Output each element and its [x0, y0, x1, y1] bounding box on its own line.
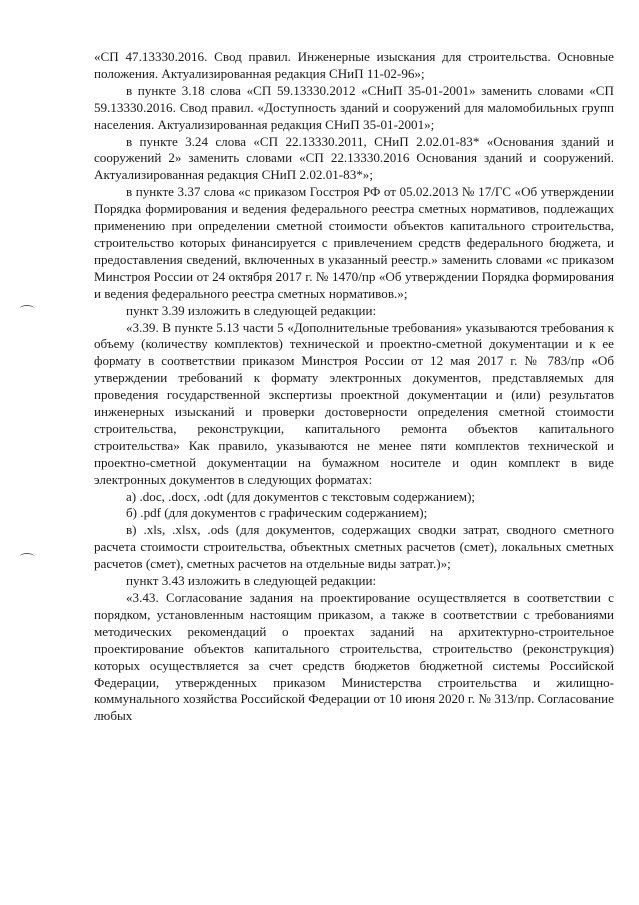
margin-mark-icon [20, 305, 34, 312]
paragraph-1: «СП 47.13330.2016. Свод правил. Инженерные изыскания для строительства. Основные положения. Актуализированная редакция СНиП 11-02-96»; [94, 49, 614, 81]
list-item-a: а) .doc, .docx, .odt (для документов с текстовым содержанием); [126, 488, 476, 504]
paragraph-6: «3.39. В пункте 5.13 части 5 «Дополнительные требования» указываются требования к объему (количеству комплектов) технической и проектно-сметной документации и к ее формату в соответствии приказом Минстроя России от 12 мая 2017 г. № 783/пр «Об утверждении требований к формату электронных документов, представляемых для проведения государственной экспертизы проектной документации и (или) результатов инженерных изысканий и проверки достоверности определения сметной стоимости строительства, реконструкции, капитального ремонта объектов капитального строительства» Как правило, указываются не менее пяти комплектов технической и проектно-сметной документации на бумажном носителе и один комплект в виде электронных документов в следующих форматах: [94, 319, 614, 487]
paragraph-5: пункт 3.39 изложить в следующей редакции: [126, 302, 377, 318]
paragraph-2: в пункте 3.18 слова «СП 59.13330.2012 «СНиП 35-01-2001» заменить словами «СП 59.13330.2016. Свод правил. «Доступность зданий и сооружений для маломобильных групп населения. Актуализированная редакция СНиП 35-01-2001»; [94, 82, 614, 132]
paragraph-4: в пункте 3.37 слова «с приказом Госстроя РФ от 05.02.2013 № 17/ГС «Об утверждении Порядка формирования и ведения федерального реестра сметных нормативов, подлежащих применению при определении сметной стоимости объектов капитального строительства, строительство которых финансируется с привлечением средств федерального бюджета, и предоставления сведений, включенных в указанный реестр.» заменить словами «с приказом Минстроя России от 24 октября 2017 г. № 1470/пр «Об утверждении Порядка формирования и ведения федерального реестра сметных нормативов.»; [94, 184, 614, 301]
list-item-b: б) .pdf (для документов с графическим содержанием); [126, 505, 428, 521]
document-page [94, 49, 614, 725]
paragraph-11: «3.43. Согласование задания на проектирование осуществляется в соответствии с порядком, установленным настоящим приказом, а также в соответствии с требованиями методических рекомендаций о проектах заданий на архитектурно-строительное проектирование объектов капитального строительства, строительство (реконструкция) которых осуществляется за счет средств бюджетов бюджетной системы Российской Федерации, утвержденных приказом Министерства строительства и жилищно-коммунального хозяйства Российской Федерации от 10 июня 2020 г. № 313/пр. Согласование любых [94, 590, 614, 724]
list-item-c: в) .xls, .xlsx, .ods (для документов, содержащих сводки затрат, сводного сметного расчета стоимости строительства, объектных сметных расчетов (смет), локальных сметных расчетов (смет), сметных расчетов на отдельные виды затрат.)»; [94, 522, 614, 572]
paragraph-10: пункт 3.43 изложить в следующей редакции: [126, 573, 377, 589]
paragraph-3: в пункте 3.24 слова «СП 22.13330.2011, СНиП 2.02.01-83* «Основания зданий и сооружений 2» заменить словами «СП 22.13330.2016 Основания зданий и сооружений. Актуализированная редакция СНиП 2.02.01-83*»; [94, 133, 614, 183]
margin-mark-icon [20, 553, 34, 560]
